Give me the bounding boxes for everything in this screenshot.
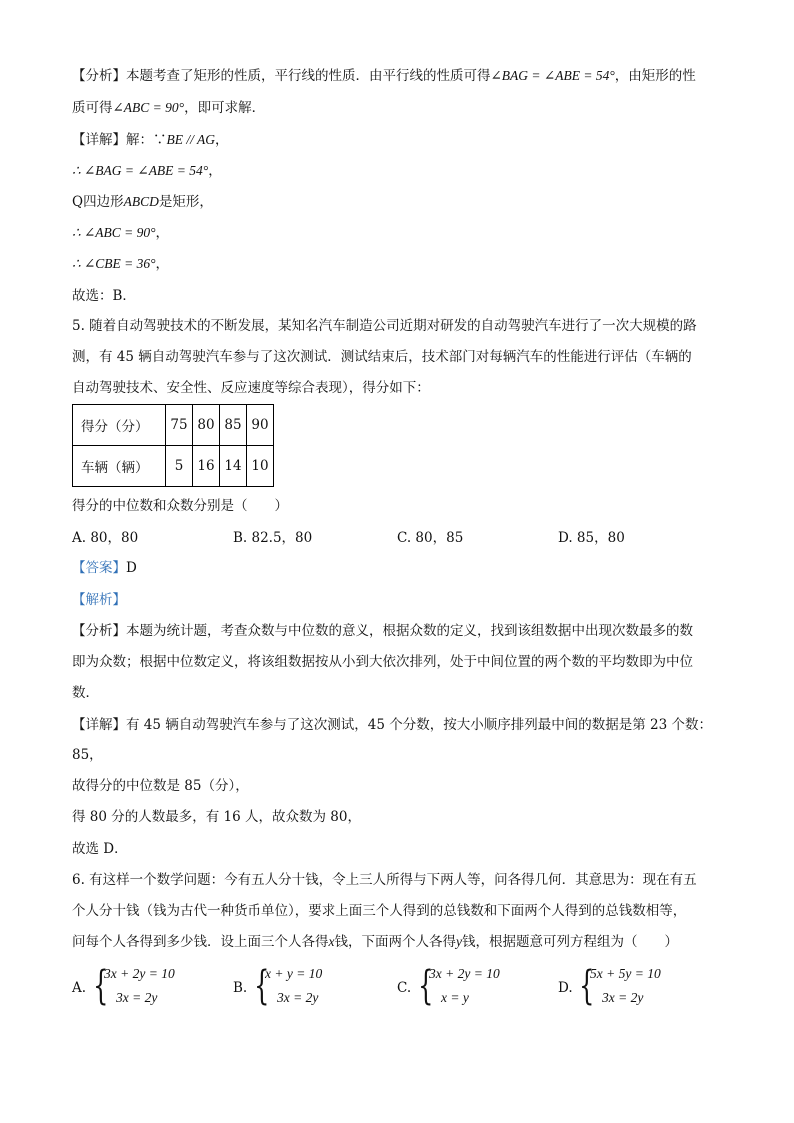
q5-stem-line-3: 自动驾驶技术、安全性、反应速度等综合表现），得分如下： xyxy=(72,380,430,396)
option-label: A. xyxy=(72,980,87,996)
answer-value: D xyxy=(126,560,137,576)
equation: 3x + 2y = 10 xyxy=(104,966,175,981)
q5-option-a: A. 80，80 xyxy=(72,530,139,546)
vehicle-cell: 14 xyxy=(220,446,247,487)
equation: x = y xyxy=(441,990,469,1005)
q4-step-punct: ， xyxy=(155,225,170,241)
q4-analysis-text: ，即可求解． xyxy=(184,100,266,116)
q4-analysis-text: ，由矩形的性 xyxy=(614,68,696,84)
q5-stem-line-1: 5. 随着自动驾驶技术的不断发展，某知名汽车制造公司近期对研发的自动驾驶汽车进行了一次大规模的路 xyxy=(72,318,697,334)
q6-var-y: y xyxy=(456,934,462,949)
score-cell: 80 xyxy=(193,405,220,446)
q4-step-math: ∴ ∠BAG = ∠ABE = 54° xyxy=(72,163,209,178)
q6-stem-line-3 xyxy=(72,932,678,952)
q5-jiexi-tag: 【解析】 xyxy=(72,592,126,608)
q4-step-math: ∴ ∠CBE = 36° xyxy=(72,256,156,271)
q4-detail-math: BE // AG xyxy=(166,132,215,147)
q4-analysis-line-2 xyxy=(72,98,265,118)
q4-step-math: ABCD xyxy=(123,194,159,209)
score-row xyxy=(73,405,274,446)
score-table xyxy=(72,404,274,487)
q5-stem-line-2: 测，有 45 辆自动驾驶汽车参与了这次测试．测试结束后，技术部门对每辆汽车的性能进行评估（车辆的 xyxy=(72,349,692,365)
q4-choose: 故选：B． xyxy=(72,288,136,304)
equation: 3x + 2y = 10 xyxy=(429,966,500,981)
q4-detail-punct: ， xyxy=(215,132,229,148)
q5-detail-line-4: 得 80 分的人数最多，有 16 人，故众数为 80， xyxy=(72,809,361,825)
q4-step-3 xyxy=(72,223,169,243)
q6-stem-line-1: 6. 有这样一个数学问题：今有五人分十钱，令上三人所得与下两人等，问各得几何．其意思为：现在有五 xyxy=(72,872,697,888)
q4-step-punct: ， xyxy=(155,256,170,272)
q6-var-x: x xyxy=(328,934,335,949)
vehicle-row-label: 车辆（辆） xyxy=(73,446,166,487)
equation: 3x = 2y xyxy=(116,990,158,1005)
q4-step-4 xyxy=(72,254,169,274)
q4-analysis-line-1 xyxy=(72,66,696,86)
q5-analysis-line-1: 【分析】本题为统计题，考查众数与中位数的意义，根据众数的定义，找到该组数据中出现次数最多的数 xyxy=(72,623,693,639)
q5-detail-line-5: 故选 D． xyxy=(72,841,128,857)
q5-option-b: B. 82.5，80 xyxy=(233,530,313,546)
score-cell: 85 xyxy=(220,405,247,446)
equation: 3x = 2y xyxy=(602,990,644,1005)
vehicle-cell: 10 xyxy=(247,446,274,487)
brace-icon: { xyxy=(93,963,109,1009)
q5-analysis-line-3: 数． xyxy=(72,685,99,701)
q6-stem-text: 钱，下面两个人各得 xyxy=(334,934,456,950)
q4-step-punct: ， xyxy=(208,163,222,179)
option-label: B. xyxy=(233,980,248,996)
vehicle-row xyxy=(73,446,274,487)
q5-answer xyxy=(72,558,137,578)
q5-question: 得分的中位数和众数分别是（ ） xyxy=(72,498,288,514)
q4-analysis-text: 质可得 xyxy=(72,100,113,116)
option-label: C. xyxy=(397,980,412,996)
brace-icon: { xyxy=(254,963,270,1009)
q4-analysis-text: 【分析】本题考查了矩形的性质，平行线的性质．由平行线的性质可得 xyxy=(72,68,491,84)
score-cell: 90 xyxy=(247,405,274,446)
q4-step-1 xyxy=(72,161,222,181)
option-label: D. xyxy=(558,980,573,996)
q5-option-c: C. 80，85 xyxy=(397,530,464,546)
q4-step-text: Q四边形 xyxy=(72,194,124,210)
q4-analysis-math: ∠ABC = 90° xyxy=(112,100,185,115)
brace-icon: { xyxy=(418,963,434,1009)
q6-stem-text: 问每个人各得到多少钱．设上面三个人各得 xyxy=(72,934,329,950)
brace-icon: { xyxy=(579,963,595,1009)
q5-analysis-line-2: 即为众数；根据中位数定义，将该组数据按从小到大依次排列，处于中间位置的两个数的平均数即为中位 xyxy=(72,654,693,670)
q4-detail-label: 【详解】解：∵ xyxy=(72,132,167,148)
score-cell: 75 xyxy=(166,405,193,446)
q5-detail-line-2: 85， xyxy=(72,747,103,763)
q6-stem-line-2: 个人分十钱（钱为古代一种货币单位），要求上面三个人得到的总钱数和下面两个人得到的总钱数相等， xyxy=(72,903,687,919)
q4-step-2 xyxy=(72,192,213,212)
q5-detail-line-1: 【详解】有 45 辆自动驾驶汽车参与了这次测试，45 个分数，按大小顺序排列最中间的数据是第 23 个数： xyxy=(72,717,712,733)
q4-step-math: ∴ ∠ABC = 90° xyxy=(72,225,156,240)
q5-option-d: D. 85，80 xyxy=(558,530,625,546)
equation: x + y = 10 xyxy=(265,966,323,981)
q4-step-text: 是矩形， xyxy=(158,194,213,210)
vehicle-cell: 16 xyxy=(193,446,220,487)
answer-tag: 【答案】 xyxy=(72,560,126,576)
q5-detail-line-3: 故得分的中位数是 85（分）， xyxy=(72,778,249,794)
q4-analysis-math: ∠BAG = ∠ABE = 54° xyxy=(490,68,615,83)
equation: 3x = 2y xyxy=(277,990,319,1005)
q4-detail-head xyxy=(72,130,229,150)
score-row-label: 得分（分） xyxy=(73,405,166,446)
vehicle-cell: 5 xyxy=(166,446,193,487)
equation: 5x + 5y = 10 xyxy=(590,966,661,981)
q6-stem-text: 钱，根据题意可列方程组为（ ） xyxy=(462,934,678,950)
